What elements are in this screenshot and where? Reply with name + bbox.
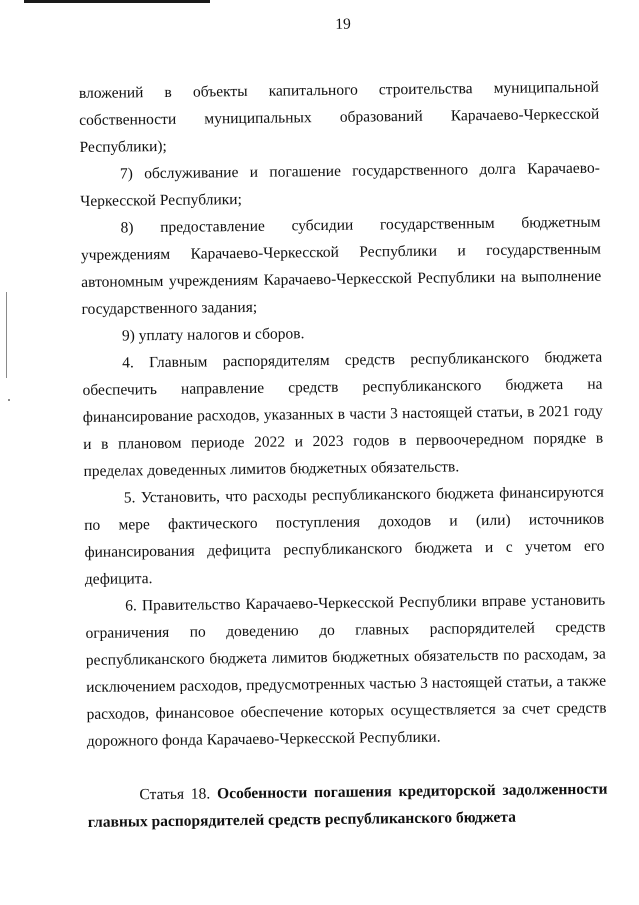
list-item-7: 7) обслуживание и погашение государственного долга Карачаево-Черкесской Республики; <box>80 159 600 210</box>
paragraph-continuation: вложений в объекты капитального строительства муниципальной собственности муниципальных образований Карачаево-Черкесской Республики); <box>78 78 600 156</box>
document-page <box>78 12 608 852</box>
article-heading <box>87 776 608 836</box>
list-item-9: 9) уплату налогов и сборов. <box>121 325 305 345</box>
scan-top-line <box>24 0 210 3</box>
list-item-8: 8) предоставление субсидии государственным бюджетным учреждениям Карачаево-Черкесской Республики и государственным автономным учреждениям Карачаево-Черкесской Республики на выполнение государственного задания; <box>80 213 602 318</box>
scan-margin-mark <box>6 292 7 378</box>
article-title: Особенности погашения кредиторской задолженности главных распорядителей средств республиканского бюджета <box>87 780 608 831</box>
article-label: Статья 18. <box>139 785 211 804</box>
page-number: 19 <box>335 15 351 33</box>
clause-6: 6. Правительство Карачаево-Черкесской Республики вправе установить ограничения по доведению до главных распорядителей средств республиканского бюджета лимитов бюджетных обязательств по расходам, за исключением расходов, предусмотренных частью 3 настоящей статьи, а также расходов, финансовое обеспечение которых осуществляется за счет средств дорожного фонда Карачаево-Черкесской Республики. <box>85 591 607 750</box>
clause-4: 4. Главным распорядителям средств республиканского бюджета обеспечить направление средств республиканского бюджета на финансирование расходов, указанных в части 3 настоящей статьи, в 2021 году и в плановом периоде 2022 и 2023 годов в первоочередном порядке в пределах доведенных лимитов бюджетных обязательств. <box>82 348 604 480</box>
scan-margin-dot <box>8 399 10 401</box>
clause-5: 5. Установить, что расходы республиканского бюджета финансируются по мере фактического поступления доходов и (или) источников финансирования дефицита республиканского бюджета и с учетом его дефицита. <box>84 483 605 588</box>
